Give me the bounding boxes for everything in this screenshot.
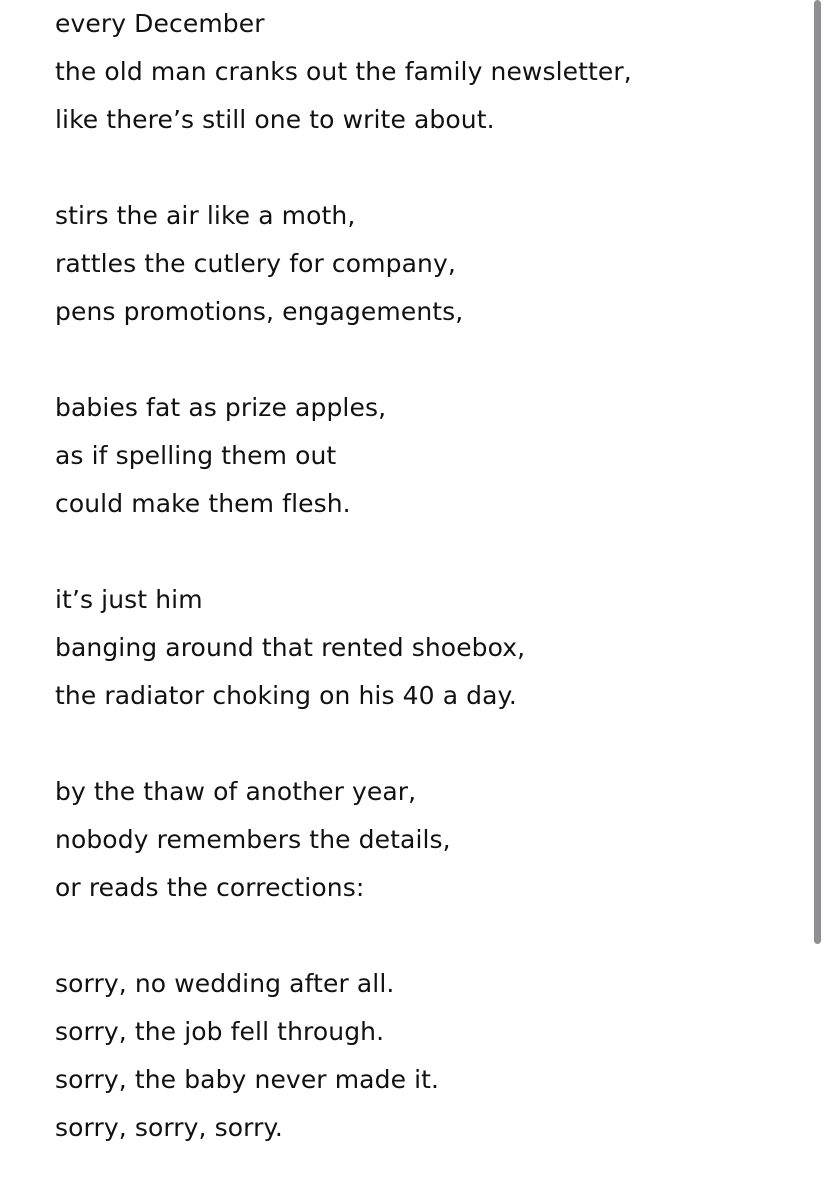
poem-line: it’s just him	[55, 585, 203, 614]
stanza-6	[55, 960, 795, 1152]
poem-line: sorry, sorry, sorry.	[55, 1113, 283, 1142]
poem-line: sorry, the baby never made it.	[55, 1065, 440, 1094]
poem-line: or reads the corrections:	[55, 873, 365, 902]
stanza-5	[55, 768, 795, 912]
poem-line: could make them flesh.	[55, 489, 351, 518]
poem-line: pens promotions, engagements,	[55, 297, 464, 326]
poem-line: babies fat as prize apples,	[55, 393, 387, 422]
poem-line: the old man cranks out the family newsletter,	[55, 57, 632, 86]
stanza-2	[55, 192, 795, 336]
stanza-3	[55, 384, 795, 528]
poem-line: nobody remembers the details,	[55, 825, 451, 854]
poem-line: stirs the air like a moth,	[55, 201, 356, 230]
poem-line: sorry, no wedding after all.	[55, 969, 395, 998]
poem-line: the radiator choking on his 40 a day.	[55, 681, 517, 710]
poem-line: by the thaw of another year,	[55, 777, 417, 806]
vertical-scrollbar-thumb[interactable]	[814, 0, 821, 944]
poem-line: as if spelling them out	[55, 441, 337, 470]
note-text-body[interactable]	[55, 0, 795, 1200]
poem-line: like there’s still one to write about.	[55, 105, 495, 134]
poem-line: banging around that rented shoebox,	[55, 633, 526, 662]
poem-line: every December	[55, 9, 265, 38]
poem-line: sorry, the job fell through.	[55, 1017, 385, 1046]
stanza-1	[55, 0, 795, 144]
poem-line: rattles the cutlery for company,	[55, 249, 456, 278]
stanza-4	[55, 576, 795, 720]
